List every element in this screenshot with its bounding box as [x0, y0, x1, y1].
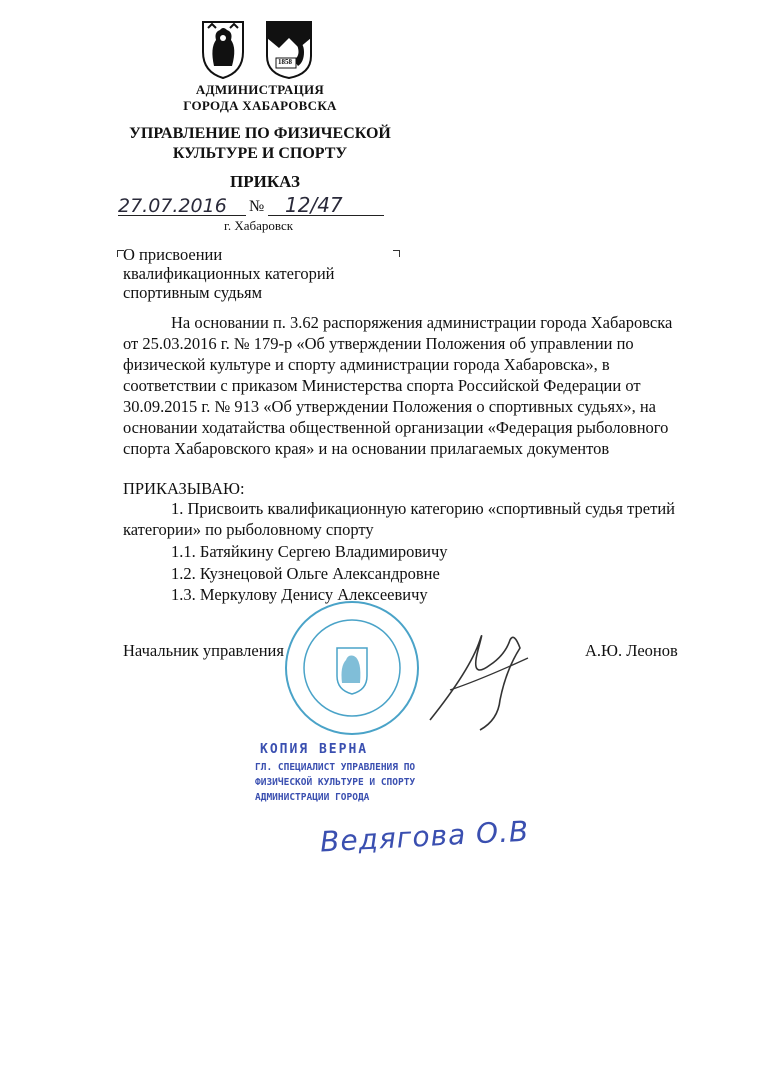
- crest-year: 1858: [278, 58, 292, 66]
- preamble-line: физической культуре и спорту администрации города Хабаровска», в: [123, 355, 610, 374]
- handwritten-signature: [410, 610, 540, 740]
- subject-line-1: О присвоении: [123, 245, 223, 264]
- khabarovsk-city-crest-icon: [264, 18, 314, 80]
- order-item-1: [123, 498, 713, 540]
- handwritten-copy-signature: Ведягова О.В: [319, 814, 530, 859]
- preamble-line: соответствии с приказом Министерства спорта Российской Федерации от: [123, 376, 641, 395]
- order-number: 12/47: [285, 193, 343, 217]
- copy-certified-stamp: [255, 742, 485, 803]
- preamble-line: основании ходатайства общественной организации «Федерация рыболовного: [123, 418, 669, 437]
- subject: [123, 245, 334, 302]
- item1-line-2: категории» по рыболовному спорту: [123, 520, 374, 539]
- signatory-position: Начальник управления: [123, 641, 284, 660]
- subitems: [171, 541, 448, 606]
- official-round-seal: [282, 598, 422, 738]
- stamp-line-2: ГЛ. СПЕЦИАЛИСТ УПРАВЛЕНИЯ ПО: [255, 762, 416, 773]
- department-name: [120, 124, 400, 164]
- dept-line-2: КУЛЬТУРЕ И СПОРТУ: [172, 145, 348, 162]
- order-date: 27.07.2016: [118, 195, 227, 217]
- dept-line-1: УПРАВЛЕНИЕ ПО ФИЗИЧЕСКОЙ: [129, 125, 391, 142]
- subject-line-2: квалификационных категорий: [123, 264, 335, 283]
- document-title: ПРИКАЗ: [230, 172, 300, 191]
- bear-coat-of-arms-icon: [198, 18, 248, 80]
- stamp-line-4: АДМИНИСТРАЦИИ ГОРОДА: [255, 792, 370, 803]
- list-item: 1.1. Батяйкину Сергею Владимировичу: [171, 542, 448, 561]
- subject-corner-right: [393, 250, 400, 257]
- list-item: 1.2. Кузнецовой Ольге Александровне: [171, 563, 440, 583]
- signatory-name: А.Ю. Леонов: [585, 641, 678, 660]
- org-name: [150, 82, 370, 114]
- subject-line-3: спортивным судьям: [123, 283, 263, 302]
- order-word: ПРИКАЗЫВАЮ:: [123, 479, 245, 498]
- org-line-2: ГОРОДА ХАБАРОВСКА: [183, 98, 337, 113]
- number-sign: №: [249, 198, 265, 215]
- preamble-line: спорта Хабаровского края» и на основании прилагаемых документов: [123, 439, 610, 458]
- item1-line-1: 1. Присвоить квалификационную категорию «спортивный судья третий: [171, 499, 675, 518]
- preamble-line: 30.09.2015 г. № 913 «Об утверждении Положения о спортивных судьях», на: [123, 397, 656, 416]
- city: г. Хабаровск: [224, 218, 294, 233]
- preamble-line: На основании п. 3.62 распоряжения администрации города Хабаровска: [171, 313, 673, 332]
- org-line-1: АДМИНИСТРАЦИЯ: [195, 82, 325, 97]
- preamble-line: от 25.03.2016 г. № 179-р «Об утверждении Положения об управлении по: [123, 334, 634, 353]
- preamble: [123, 312, 713, 459]
- list-item: 1.3. Меркулову Денису Алексеевичу: [171, 585, 428, 604]
- stamp-line-3: ФИЗИЧЕСКОЙ КУЛЬТУРЕ И СПОРТУ: [255, 777, 416, 788]
- stamp-line-1: КОПИЯ ВЕРНА: [260, 742, 369, 757]
